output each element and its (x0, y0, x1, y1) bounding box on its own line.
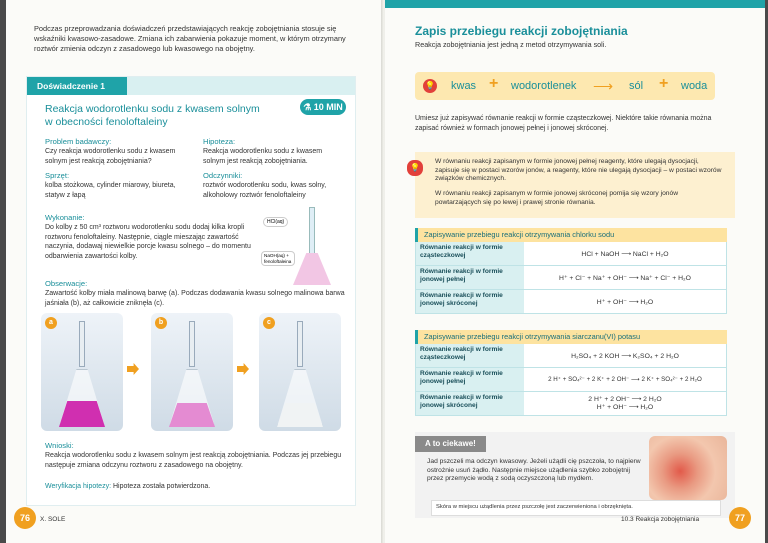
arrow-icon (237, 363, 249, 375)
experiment-tab: Doświadczenie 1 (27, 77, 127, 95)
right-page (385, 0, 765, 543)
table-row (415, 392, 727, 416)
row-equation: H⁺ + OH⁻ ⟶ H₂O (596, 298, 654, 306)
arrow-icon (127, 363, 139, 375)
arrow-right-icon: ⟶ (593, 78, 614, 94)
curiosity-tab: A to ciekawe! (415, 436, 486, 452)
photo-caption: Skóra w miejscu użądlenia przez pszczołę jest zaczerwieniona i obrzęknięta. (431, 500, 721, 516)
row-label: Równanie reakcji w formie cząsteczkowej (416, 344, 524, 367)
observations-label: Obserwacje: (45, 279, 88, 288)
word-equation (415, 72, 715, 100)
photo-b (151, 313, 233, 431)
row-equation: H⁺ + Cl⁻ + Na⁺ + OH⁻ ⟶ Na⁺ + Cl⁻ + H₂O (559, 274, 691, 282)
row-label: Równanie reakcji w formie jonowej pełnej (416, 266, 524, 289)
conclusions-label: Wnioski: (45, 441, 74, 450)
footer-chapter: X. SOLE (40, 516, 66, 523)
footer-section: 10.3 Reakcja zobojętniania (621, 516, 700, 523)
hypothesis-label: Hipoteza: (203, 137, 236, 146)
problem-text: Czy reakcja wodorotlenku sodu z kwasem solnym jest reakcją zobojętniania? (45, 148, 176, 165)
table-row (415, 344, 727, 368)
timer-label: 10 MIN (313, 102, 343, 112)
row-label: Równanie reakcji w formie jonowej skróconej (416, 392, 524, 415)
page-number-right: 77 (729, 507, 751, 529)
section-title: Zapis przebiegu reakcji zobojętniania (415, 24, 628, 38)
experiment-box (26, 76, 356, 506)
lightbulb-icon: 💡 (407, 160, 423, 176)
word-water: woda (681, 80, 708, 92)
photo-sequence (41, 313, 341, 431)
row-equation: H₂SO₄ + 2 KOH ⟶ K₂SO₄ + 2 H₂O (571, 352, 679, 360)
table-sodium-chloride (415, 228, 727, 314)
intro-text: Podczas przeprowadzania doświadczeń przedstawiających reakcję zobojętniania stosuje się wskaźniki kwasowo-zasadowe. Zmiana ich zabarwienia pokazuje moment, w którym otrzymany roztwór zmienia odczyn z zasadowego lub kwasowego na obojętny. (34, 24, 346, 53)
table-potassium-sulfate (415, 330, 727, 416)
photo-b-badge: b (155, 317, 167, 329)
row-equation: HCl + NaOH ⟶ NaCl + H₂O (581, 250, 669, 258)
photo-a-badge: a (45, 317, 57, 329)
verification-text: Hipoteza została potwierdzona. (112, 483, 211, 490)
problem-label: Problem badawczy: (45, 137, 112, 146)
procedure-label: Wykonanie: (45, 213, 85, 222)
lightbulb-icon: 💡 (423, 79, 437, 93)
equipment-text: kolba stożkowa, cylinder miarowy, biureta, statyw z łapą (45, 182, 176, 199)
titration-diagram (263, 207, 353, 287)
table-row (415, 242, 727, 266)
page-number-left: 76 (14, 507, 36, 529)
row-equation: 2 H⁺ + 2 OH⁻ ⟶ 2 H₂O H⁺ + OH⁻ ⟶ H₂O (588, 395, 662, 411)
photo-c-badge: c (263, 317, 275, 329)
table-title: Zapisywanie przebiegu reakcji otrzymywania chlorku sodu (415, 228, 727, 242)
row-equation: 2 H⁺ + SO₄²⁻ + 2 K⁺ + 2 OH⁻ ⟶ 2 K⁺ + SO₄²⁻ + 2 H₂O (548, 376, 702, 383)
observations-text: Zawartość kolby miała malinową barwę (a). Podczas dodawania kwasu solnego malinowa barwa jaśniała (b), aż całkowicie zniknęła (c). (45, 290, 345, 307)
info-short-ionic: W równaniu reakcji zapisanym w formie jonowej skróconej pomija się wzory jonów powtarzających się po lewej i prawej stronie równania. (435, 190, 679, 206)
reagents-text: roztwór wodorotlenku sodu, kwas solny, alkoholowy roztwór fenoloftaleiny (203, 182, 327, 199)
flask-icon: ⚗ (303, 102, 314, 112)
word-hydroxide: wodorotlenek (511, 80, 577, 92)
table-row (415, 368, 727, 392)
photo-a (41, 313, 123, 431)
info-full-ionic: W równaniu reakcji zapisanym w formie jonowej pełnej reagenty, które ulegają dysocjacji, zapisuje się w postaci wzorów jonów, a reagenty, które nie ulegają dysocjacji – w postaci wzorów związków chemicznych. (435, 158, 722, 182)
row-label: Równanie reakcji w formie jonowej pełnej (416, 368, 524, 391)
row-label: Równanie reakcji w formie jonowej skróconej (416, 290, 524, 313)
plus-icon: + (659, 75, 669, 92)
intro-paragraph: Umiesz już zapisywać równanie reakcji w formie cząsteczkowej. Niektóre takie równania można zapisać również w formach jonowej pełnej i jonowej skróconej. (415, 115, 712, 132)
equipment-label: Sprzęt: (45, 171, 70, 180)
conclusions-text: Reakcja wodorotlenku sodu z kwasem solnym jest reakcją zobojętniania. Podczas jej przebiegu następuje zmiana odczynu roztworu z zasadowego na obojętny. (45, 452, 342, 469)
curiosity-text: Jad pszczeli ma odczyn kwasowy. Jeżeli użądli cię pszczoła, to najpierw ostrożnie usuń żądło. Następnie miejsce użądlenia szybko zobojętnij przez przemycie wodą z sodą oczyszczoną lub mydłem. (427, 458, 641, 482)
photo-c (259, 313, 341, 431)
bee-sting-photo (649, 436, 727, 500)
table-row (415, 290, 727, 314)
word-salt: sól (629, 80, 644, 92)
verification (45, 483, 210, 490)
info-box (410, 152, 735, 218)
word-acid: kwas (451, 80, 477, 92)
table-title: Zapisywanie przebiegu reakcji otrzymywania siarczanu(VI) potasu (415, 330, 727, 344)
naoh-label: NaOH(aq) + fenoloftaleina (261, 251, 295, 266)
procedure-text: Do kolby z 50 cm³ roztworu wodorotlenku sodu dodaj kilka kropli roztworu fenoloftaleiny. Następnie, ciągle mieszając zawartość naczynia, dodawaj niewielkie porcje kwasu solnego – do momentu odbarwienia zawartości kolby. (45, 224, 251, 260)
section-subtitle: Reakcja zobojętniania jest jedną z metod otrzymywania soli. (415, 40, 607, 49)
reagents-label: Odczynniki: (203, 171, 243, 180)
top-bar (385, 0, 765, 8)
experiment-title: Reakcja wodorotlenku sodu z kwasem solnym w obecności fenoloftaleiny (45, 103, 260, 128)
verification-label: Weryfikacja hipotezy: (45, 483, 112, 490)
hcl-label: HCl(aq) (263, 217, 288, 227)
row-label: Równanie reakcji w formie cząsteczkowej (416, 242, 524, 265)
table-row (415, 266, 727, 290)
timer-badge (300, 99, 346, 115)
hypothesis-text: Reakcja wodorotlenku sodu z kwasem solnym jest reakcją zobojętniania. (203, 148, 323, 165)
plus-icon: + (489, 75, 499, 92)
left-page (6, 0, 383, 543)
curiosity-box (415, 432, 735, 518)
